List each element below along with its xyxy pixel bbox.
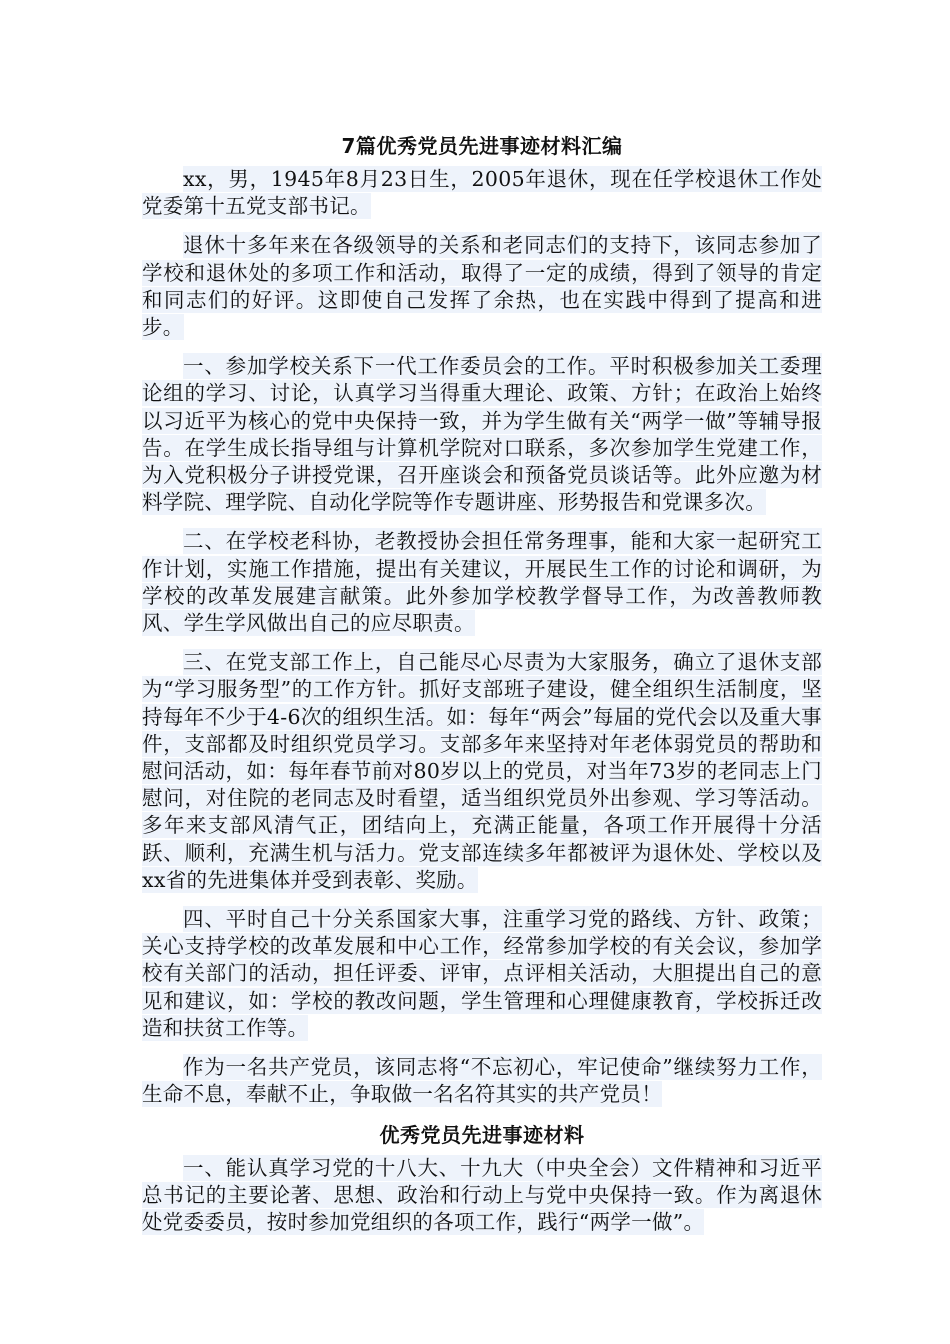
paragraph-item-2 (142, 528, 822, 637)
paragraph-text: 一、能认真学习党的十八大、十九大（中央全会）文件精神和习近平总书记的主要论著、思想、政治和行动上与党中央保持一致。作为离退休处党委委员，按时参加党组织的各项工作，践行“两学一做”。 (142, 1155, 822, 1234)
paragraph-item-4 (142, 906, 822, 1042)
paragraph-item-3 (142, 649, 822, 894)
document-page (142, 124, 822, 1248)
paragraph-closing (142, 1054, 822, 1108)
document-title: 7篇优秀党员先进事迹材料汇编 (341, 134, 623, 158)
paragraph-text: 退休十多年来在各级领导的关系和老同志们的支持下，该同志参加了学校和退休处的多项工作和活动，取得了一定的成绩，得到了领导的肯定和同志们的好评。这即使自己发挥了余热，也在实践中得到了提高和进步。 (142, 233, 822, 340)
paragraph-item-1 (142, 353, 822, 516)
paragraph-text: 四、平时自己十分关系国家大事，注重学习党的路线、方针、政策；关心支持学校的改革发展和中心工作，经常参加学校的有关会议，参加学校有关部门的活动，担任评委、评审，点评相关活动，大胆提出自己的意见和建议，如：学校的教改问题，学生管理和心理健康教育，学校拆迁改造和扶贫工作等。 (142, 907, 822, 1040)
paragraph-text: 一、参加学校关系下一代工作委员会的工作。平时积极参加关工委理论组的学习、讨论，认真学习当得重大理论、政策、方针；在政治上始终以习近平为核心的党中央保持一致，并为学生做有关“两学一做”等辅导报告。在学生成长指导组与计算机学院对口联系，多次参加学生党建工作，为入党积极分子讲授党课，召开座谈会和预备党员谈话等。此外应邀为材料学院、理学院、自动化学院等作专题讲座、形势报告和党课多次。 (142, 354, 822, 515)
paragraph-text: 二、在学校老科协，老教授协会担任常务理事，能和大家一起研究工作计划，实施工作措施，提出有关建议，开展民生工作的讨论和调研，为学校的改革发展建言献策。此外参加学校教学督导工作，为改善教师教风、学生学风做出自己的应尽职责。 (142, 529, 822, 636)
section-subtitle: 优秀党员先进事迹材料 (379, 1122, 585, 1147)
paragraph-intro (142, 166, 822, 220)
paragraph-part2-item-1 (142, 1155, 822, 1237)
paragraph-text: xx，男，1945年8月23日生，2005年退休，现在任学校退休工作处党委第十五党支部书记。 (142, 167, 822, 219)
paragraph-text: 三、在党支部工作上，自己能尽心尽责为大家服务，确立了退休支部为“学习服务型”的工作方针。抓好支部班子建设，健全组织生活制度，坚持每年不少于4-6次的组织生活。如：每年“两会”每届的党代会以及重大事件，支部都及时组织党员学习。支部多年来坚持对年老体弱党员的帮助和慰问活动，如：每年春节前对80岁以上的党员，对当年73岁的老同志上门慰问，对住院的老同志及时看望，适当组织党员外出参观、学习等活动。多年来支部风清气正，团结向上，充满正能量，各项工作开展得十分活跃、顺利，充满生机与活力。党支部连续多年都被评为退休处、学校以及xx省的先进集体并受到表彰、奖励。 (142, 650, 822, 892)
paragraph-summary (142, 232, 822, 341)
paragraph-text: 作为一名共产党员，该同志将“不忘初心，牢记使命”继续努力工作，生命不息，奉献不止，争取做一名名符其实的共产党员！ (142, 1055, 822, 1107)
